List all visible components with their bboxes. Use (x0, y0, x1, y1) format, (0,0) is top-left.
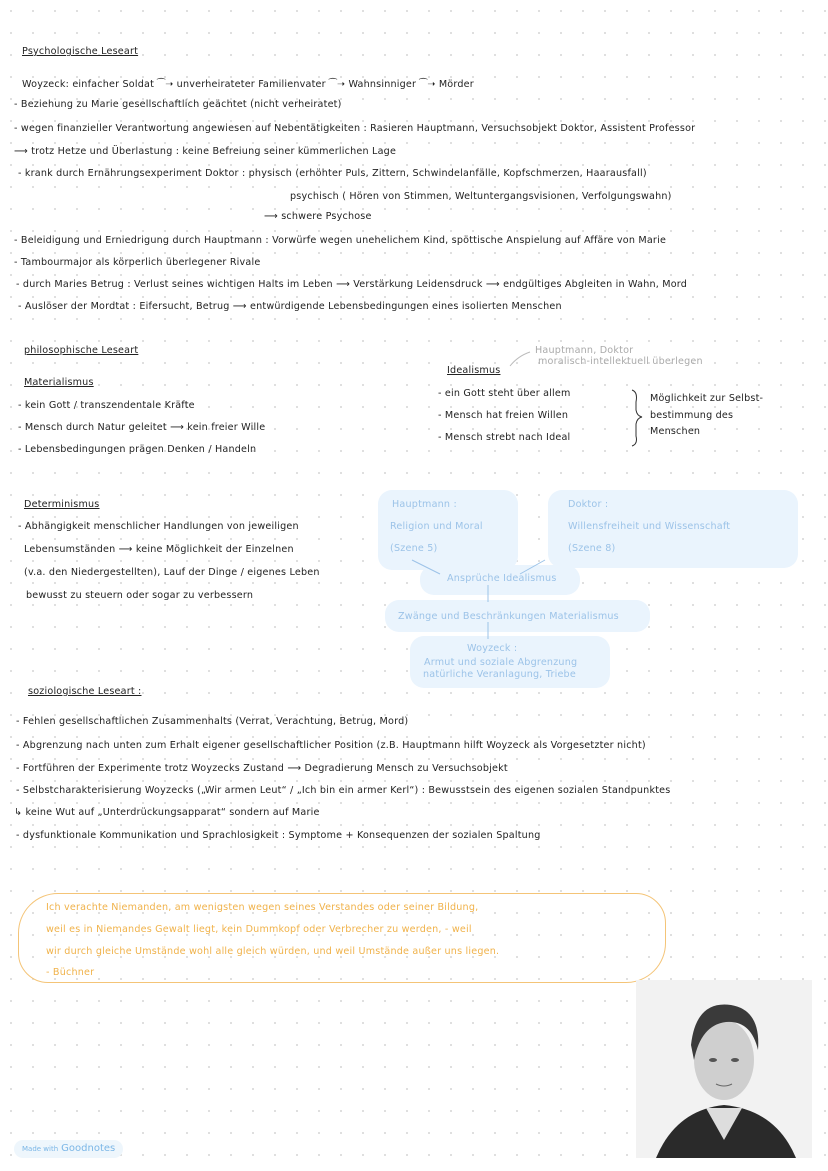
text-line: - Fortführen der Experimente trotz Woyzecks Zustand ⟶ Degradierung Mensch zu Versuchsobjekt (16, 763, 508, 774)
text-line: - Auslöser der Mordtat : Eifersucht, Betrug ⟶ entwürdigende Lebensbedingungen eines isolierten Menschen (18, 301, 562, 312)
subtitle-idealismus: Idealismus (447, 365, 501, 376)
text-line: ⟶ schwere Psychose (264, 211, 372, 222)
quote-author: - Büchner (46, 967, 95, 978)
list-item: - Mensch durch Natur geleitet ⟶ kein freier Wille (18, 422, 266, 433)
text-line: - Beleidigung und Erniedrigung durch Hauptmann : Vorwürfe wegen unehelichem Kind, spöttische Anspielung auf Affäre von Marie (14, 235, 667, 246)
subtitle-materialismus: Materialismus (24, 377, 94, 388)
quote-line: Ich verachte Niemanden, am wenigsten wegen seines Verstandes oder seiner Bildung, (46, 902, 479, 913)
text-line: ↳ keine Wut auf „Unterdrückungsapparat“ sondern auf Marie (14, 807, 320, 818)
text-line: - Abhängigkeit menschlicher Handlungen von jeweiligen (18, 521, 299, 532)
text-line: - durch Maries Betrug : Verlust seines wichtigen Halts im Leben ⟶ Verstärkung Leidensdruck ⟶ endgültiges Abgleiten in Wahn, Mord (16, 279, 688, 290)
subtitle-determinismus: Determinismus (24, 499, 100, 510)
brace-icon (632, 390, 642, 446)
text-line: - Beziehung zu Marie gesellschaftlich geächtet (nicht verheiratet) (14, 99, 342, 110)
footer-prefix: Made with (22, 1145, 59, 1153)
portrait-image (636, 980, 812, 1158)
list-item: - ein Gott steht über allem (438, 388, 571, 399)
text-line: psychisch ( Hören von Stimmen, Weltuntergangsvisionen, Verfolgungswahn) (290, 191, 672, 202)
note-connector-line (510, 352, 530, 366)
buechner-portrait (636, 980, 812, 1158)
text-line: Lebensumständen ⟶ keine Möglichkeit der Einzelnen (24, 544, 294, 555)
text-line: - krank durch Ernährungsexperiment Doktor : physisch (erhöhter Puls, Zittern, Schwindelanfälle, Kopfschmerzen, Haarausfall) (18, 168, 647, 179)
section-title-philosophisch: philosophische Leseart (24, 345, 139, 356)
text-line: - Selbstcharakterisierung Woyzecks („Wir armen Leut“ / „Ich bin ein armer Kerl“) : Bewusstsein des eigenen sozialen Standpunktes (16, 785, 671, 796)
brace-text: Menschen (650, 426, 701, 437)
diagram-node-doktor: Willensfreiheit und Wissenschaft (568, 521, 731, 532)
diagram-node-doktor: (Szene 8) (568, 543, 616, 554)
note-line: Hauptmann, Doktor (535, 345, 634, 356)
diagram-node-woyzeck: natürliche Veranlagung, Triebe (423, 669, 576, 680)
text-line: - wegen finanzieller Verantwortung angewiesen auf Nebentätigkeiten : Rasieren Hauptmann, Versuchsobjekt Doktor, Assistent Professor (14, 123, 696, 134)
brace-text: Möglichkeit zur Selbst- (650, 393, 764, 404)
text-line: (v.a. den Niedergestellten), Lauf der Dinge / eigenes Leben (24, 567, 320, 578)
section-title-soziologisch: soziologische Leseart : (28, 686, 142, 697)
diagram-node-hauptmann: Hauptmann : (392, 499, 457, 510)
text-line: Woyzeck: einfacher Soldat ⁀➝ unverheirateter Familienvater ⁀➝ Wahnsinniger ⁀➝ Mörder (22, 79, 474, 90)
text-line: - Abgrenzung nach unten zum Erhalt eigener gesellschaftlicher Position (z.B. Hauptmann hilft Woyzeck als Vorgesetzter nicht) (16, 740, 646, 751)
list-item: - kein Gott / transzendentale Kräfte (18, 400, 195, 411)
diagram-node-hauptmann: Religion und Moral (390, 521, 483, 532)
quote-line: weil es in Niemandes Gewalt liegt, kein Dummkopf oder Verbrecher zu werden, - weil (46, 924, 472, 935)
brace-text: bestimmung des (650, 410, 734, 421)
text-line: ⟶ trotz Hetze und Überlastung : keine Befreiung seiner kümmerlichen Lage (14, 146, 397, 157)
diagram-node-zwaenge: Zwänge und Beschränkungen Materialismus (398, 611, 619, 622)
section-title-psychologisch: Psychologische Leseart (22, 46, 139, 57)
footer-brand: Goodnotes (61, 1143, 116, 1154)
diagram-node-doktor: Doktor : (568, 499, 609, 510)
diagram-node-ansprueche: Ansprüche Idealismus (447, 573, 557, 584)
list-item: - Lebensbedingungen prägen Denken / Handeln (18, 444, 257, 455)
goodnotes-badge (14, 1140, 123, 1158)
list-item: - Mensch strebt nach Ideal (438, 432, 571, 443)
text-line: - dysfunktionale Kommunikation und Sprachlosigkeit : Symptome + Konsequenzen der sozialen Spaltung (16, 830, 541, 841)
diagram-node-woyzeck: Woyzeck : (467, 643, 518, 654)
diagram-node-woyzeck: Armut und soziale Abgrenzung (424, 657, 578, 668)
diagram-node-hauptmann: (Szene 5) (390, 543, 438, 554)
note-line: moralisch-intellektuell überlegen (538, 356, 703, 367)
text-line: - Fehlen gesellschaftlichen Zusammenhalts (Verrat, Verachtung, Betrug, Mord) (16, 716, 409, 727)
text-line: bewusst zu steuern oder sogar zu verbessern (26, 590, 254, 601)
text-line: - Tambourmajor als körperlich überlegener Rivale (14, 257, 261, 268)
list-item: - Mensch hat freien Willen (438, 410, 569, 421)
quote-line: wir durch gleiche Umstände wohl alle gleich würden, und weil Umstände außer uns liegen. (46, 946, 500, 957)
